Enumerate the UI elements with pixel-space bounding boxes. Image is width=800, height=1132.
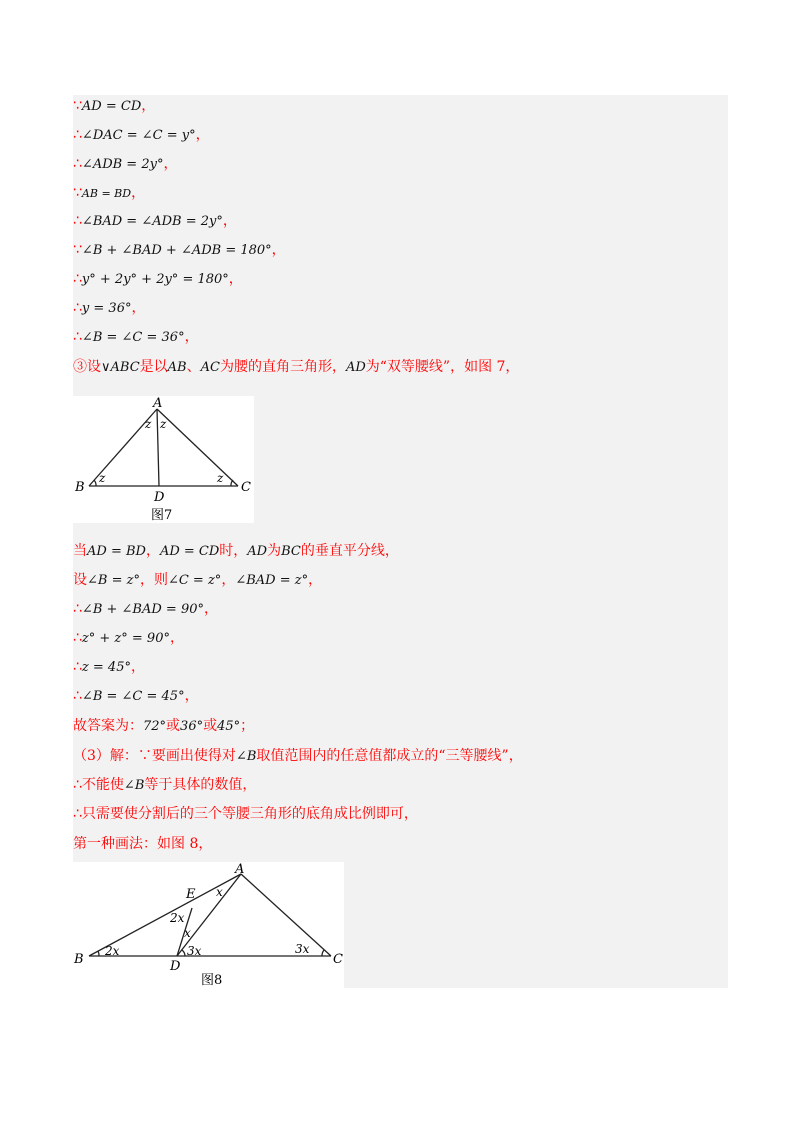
derivation-line-6: ∵∠B + ∠BAD + ∠ADB = 180°， bbox=[73, 242, 286, 258]
derivation-line-7: ∴y° + 2y° + 2y° = 180°， bbox=[73, 271, 243, 287]
fig7-label-b: B bbox=[75, 480, 85, 495]
fig8-angle-c: 3x bbox=[295, 942, 310, 956]
derivation-line-12: ∴z = 45°， bbox=[73, 659, 145, 675]
fig7-angle-z-b: z bbox=[99, 471, 106, 485]
fig8-angle-b: 2x bbox=[105, 944, 120, 958]
derivation-line-8: ∴y = 36°， bbox=[73, 300, 146, 316]
fig8-label-a: A bbox=[235, 862, 245, 877]
fig7-angle-z-right: z bbox=[160, 417, 167, 431]
answer-line: 故答案为：72°或36°或45°； bbox=[73, 718, 255, 734]
derivation-line-10: ∴∠B + ∠BAD = 90°， bbox=[73, 601, 218, 617]
fig7-angle-z-c: z bbox=[217, 471, 224, 485]
fig8-angle-ade: x bbox=[184, 926, 191, 940]
fig8-label-b: B bbox=[74, 952, 84, 967]
fig8-label-e: E bbox=[186, 887, 196, 902]
method1-heading: 第一种画法：如图 8， bbox=[73, 836, 213, 852]
figure-7 bbox=[73, 396, 254, 523]
fig8-angle-e: 2x bbox=[170, 911, 185, 925]
cannot-fix-angle-line: ∴不能使∠B等于具体的数值， bbox=[73, 777, 257, 793]
derivation-line-4: ∵AB = BD， bbox=[73, 185, 146, 201]
set-angle-line: 设∠B = z°，则∠C = z°，∠BAD = z°， bbox=[73, 572, 323, 588]
fig8-angle-adc: 3x bbox=[187, 944, 202, 958]
figure-8 bbox=[73, 862, 344, 988]
fig8-label-c: C bbox=[333, 952, 343, 967]
derivation-line-11: ∴z° + z° = 90°， bbox=[73, 630, 184, 646]
derivation-line-5: ∴∠BAD = ∠ADB = 2y°， bbox=[73, 213, 237, 229]
derivation-line-1: ∵AD = CD， bbox=[73, 98, 156, 114]
fig7-label-c: C bbox=[241, 480, 251, 495]
perpendicular-bisector-line: 当AD = BD，AD = CD时，AD为BC的垂直平分线， bbox=[73, 543, 399, 559]
part3-intro: （3）解：∵要画出使得对∠B取值范围内的任意值都成立的“三等腰线”， bbox=[73, 748, 523, 764]
derivation-line-13: ∴∠B = ∠C = 45°， bbox=[73, 688, 199, 704]
fig8-caption: 图8 bbox=[201, 973, 223, 988]
fig8-angle-a: x bbox=[216, 885, 223, 899]
derivation-line-2: ∴∠DAC = ∠C = y°， bbox=[73, 127, 210, 143]
derivation-line-9: ∴∠B = ∠C = 36°， bbox=[73, 329, 199, 345]
case3-statement: ③设∨ABC是以AB、AC为腰的直角三角形，AD为“双等腰线”，如图 7， bbox=[73, 359, 520, 375]
fig7-label-a: A bbox=[153, 396, 163, 411]
fig8-label-d: D bbox=[170, 959, 181, 974]
fig7-label-d: D bbox=[154, 490, 165, 505]
fig7-angle-z-left: z bbox=[145, 417, 152, 431]
fig7-caption: 图7 bbox=[151, 508, 173, 523]
derivation-line-3: ∴∠ADB = 2y°， bbox=[73, 156, 178, 172]
proportional-angles-line: ∴只需要使分割后的三个等腰三角形的底角成比例即可， bbox=[73, 806, 418, 822]
